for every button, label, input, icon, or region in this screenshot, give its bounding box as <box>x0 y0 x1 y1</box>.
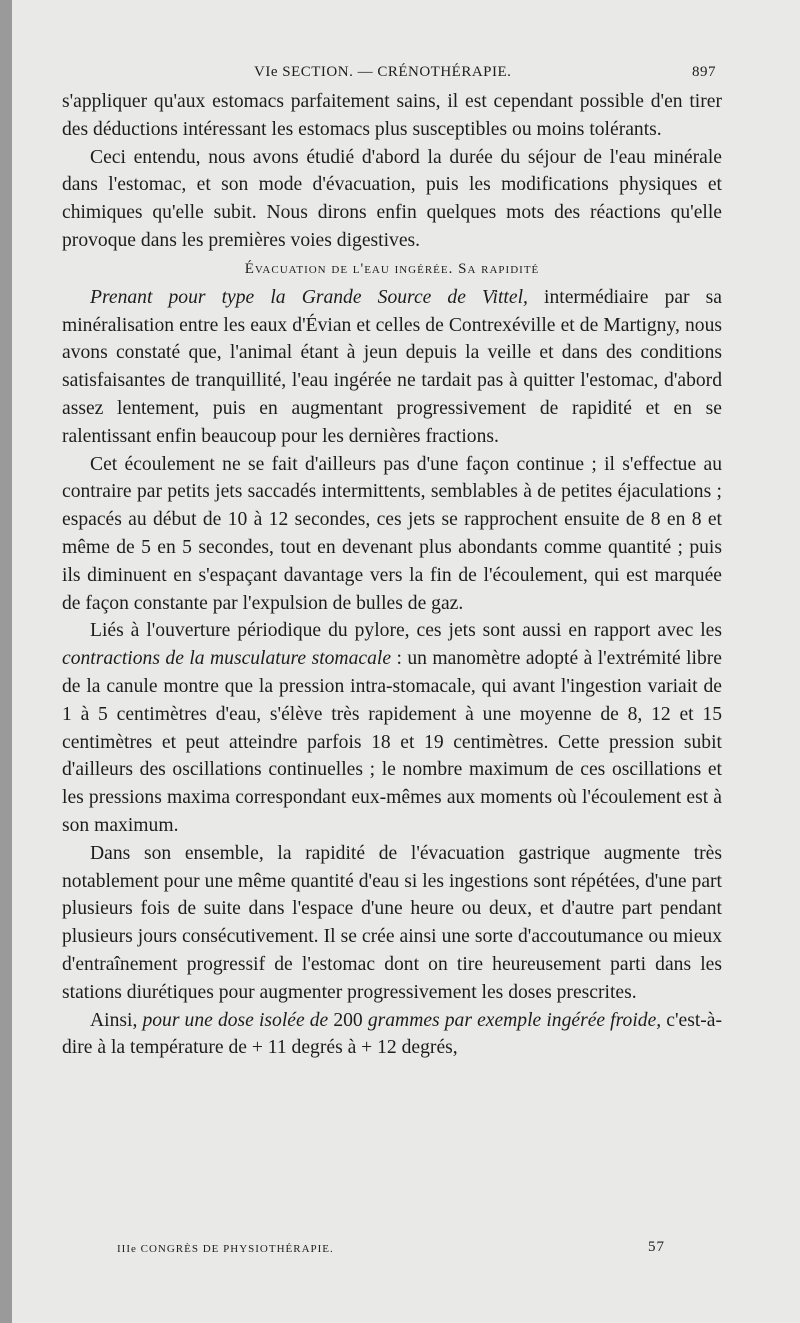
body-text <box>62 88 722 1062</box>
paragraph-5-text-a: Liés à l'ouverture périodique du pylore, ces jets sont aussi en rapport avec les <box>90 620 722 642</box>
page-footer <box>12 1239 800 1263</box>
running-title: VIe SECTION. — CRÉNOTHÉRAPIE. <box>254 64 512 80</box>
paragraph-6: Dans son ensemble, la rapidité de l'évacuation gastrique augmente très notablement pour une même quantité d'eau si les ingestions sont répétées, d'une part plusieurs fois de suite dans l'espace d'une heure ou deux, et d'autre part pendant plusieurs jours consécutivement. Il se crée ainsi une sorte d'accoutumance ou mieux d'entraînement progressif de l'estomac dont on tire heureusement parti dans les stations diurétiques pour augmenter progressivement les doses prescrites. <box>62 842 722 1003</box>
paragraph-5-text-b: : un manomètre adopté à l'extrémité libre de la canule montre que la pression intra-stomacale, qui avant l'ingestion variait de 1 à 5 centimètres d'eau, s'élève très rapidement à une moyenne de 8, 12 et 15 centimètres et peut atteindre parfois 18 et 19 centimètres. Cette pression subit d'ailleurs des oscillations continuelles ; le nombre maximum de ces oscillations et les pressions maxima correspondant eux-mêmes aux moments où l'écoulement est à son maximum. <box>62 648 723 836</box>
footer-signature: IIIe CONGRÈS DE PHYSIOTHÉRAPIE. <box>117 1243 334 1255</box>
paragraph-7 <box>62 1007 722 1063</box>
paragraph-7-text-a: Ainsi, <box>90 1009 143 1031</box>
section-heading: Évacuation de l'eau ingérée. Sa rapidité <box>244 260 540 277</box>
paragraph-3-italic: Prenant pour type la Grande Source de Vittel, <box>90 286 528 308</box>
page-number: 897 <box>692 64 716 80</box>
paragraph-7-text-c: c'est-à-dire à la température de + 11 degrés à + 12 degrés, <box>62 1009 723 1059</box>
paragraph-7-italic-1: pour une dose isolée de <box>142 1009 329 1031</box>
paragraph-3 <box>62 284 722 451</box>
paragraph-4: Cet écoulement ne se fait d'ailleurs pas d'une façon continue ; il s'effectue au contraire par petits jets saccadés intermittents, semblables à de petites éjaculations ; espacés au début de 10 à 12 secondes, ces jets se rapprochent ensuite de 8 en 8 et même de 5 en 5 secondes, tout en devenant plus abondants comme quantité ; puis ils diminuent en s'espaçant davantage vers la fin de l'écoulement, qui est marquée de façon constante par l'expulsion de bulles de gaz. <box>62 453 722 614</box>
book-page <box>12 0 800 1323</box>
paragraph-5-italic: contractions de la musculature stomacale <box>62 648 392 670</box>
paragraph-7-italic-2: grammes par exemple ingérée froide, <box>367 1009 662 1031</box>
paragraph-7-text-b: 200 <box>328 1009 368 1031</box>
footer-signature-number: 57 <box>648 1239 665 1255</box>
paragraph-2: Ceci entendu, nous avons étudié d'abord la durée du séjour de l'eau minérale dans l'estomac, et son mode d'évacuation, puis les modifications physiques et chimiques qu'elle subit. Nous dirons enfin quelques mots des réactions qu'elle provoque dans les premières voies digestives. <box>62 146 722 251</box>
paragraph-1: s'appliquer qu'aux estomacs parfaitement sains, il est cependant possible d'en tirer des déductions intéressant les estomacs plus susceptibles ou moins tolérants. <box>62 91 722 140</box>
paragraph-5 <box>62 617 722 839</box>
page-header <box>12 64 800 86</box>
paragraph-3-text: intermédiaire par sa minéralisation entre les eaux d'Évian et celles de Contrexéville et de Martigny, nous avons constaté que, l'animal étant à jeun depuis la veille et dans des conditions satisfaisantes de tranquillité, l'eau ingérée ne tardait pas à quitter l'estomac, d'abord assez lentement, puis en augmentant progressivement de rapidité et en se ralentissant enfin beaucoup pour les dernières fractions. <box>62 286 723 447</box>
